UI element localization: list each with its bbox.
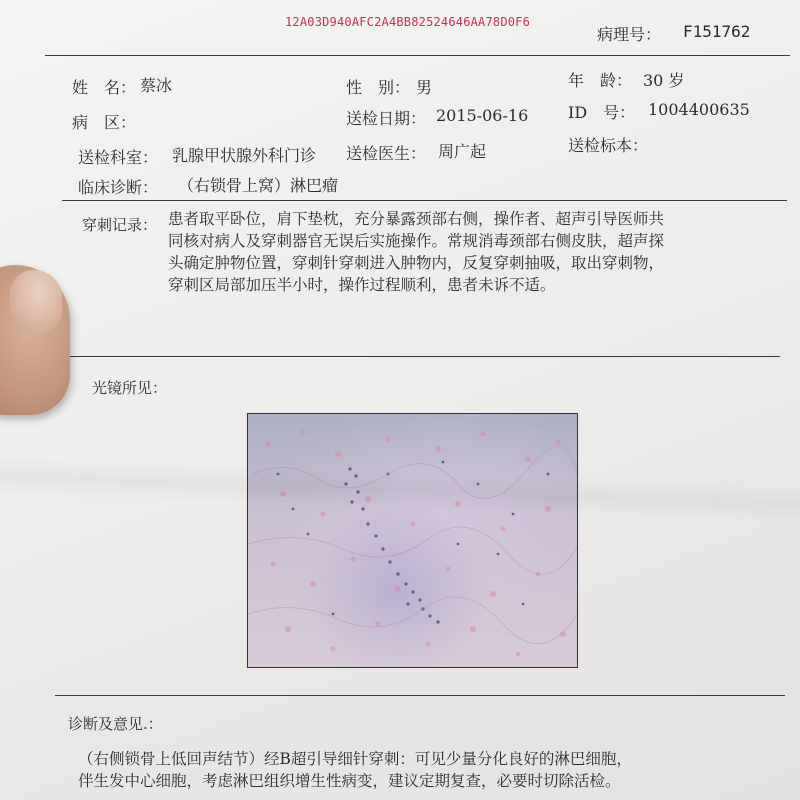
date-value: 2015-06-16 [436, 106, 529, 125]
date-label: 送检日期： [346, 109, 427, 128]
doctor-label: 送检医生： [346, 144, 427, 163]
microscopy-divider [55, 695, 785, 696]
conclusion-label: 诊断及意见.： [68, 715, 163, 733]
patient-divider [62, 200, 787, 201]
thumbnail-photo-element [10, 270, 62, 332]
puncture-text: 患者取平卧位，肩下垫枕，充分暴露颈部右侧，操作者、超声引导医师共 同核对病人及穿刺器官无误后实施操作。常规消毒颈部右侧皮肤，超声探 头确定肿物位置，穿刺针穿刺进入肿物内，反复穿刺抽吸，取出穿刺物， 穿刺区局部加压半小时，操作过程顺利，患者未诉不适。 [168, 210, 665, 294]
micrograph-image [247, 413, 578, 668]
name-value: 蔡冰 [140, 76, 173, 95]
ward-label: 病 区： [72, 113, 137, 132]
specimen-label: 送检标本： [568, 136, 649, 155]
pathology-no-value: F151762 [683, 22, 751, 41]
barcode-text: 12A03D940AFC2A4BB82524646AA78D0F6 [285, 15, 531, 29]
pathology-no-label: 病理号： [597, 25, 662, 44]
age-label: 年 龄： [568, 71, 633, 90]
diagnosis-label: 临床诊断： [78, 178, 159, 197]
conclusion-text: （右侧锁骨上低回声结节）经B超引导细针穿刺：可见少量分化良好的淋巴细胞， 伴生发中心细胞，考虑淋巴组织增生性病变，建议定期复查，必要时切除活检。 [78, 750, 632, 790]
doctor-value: 周广起 [438, 142, 487, 161]
id-label: ID 号： [568, 103, 636, 122]
name-label: 姓 名： [72, 78, 137, 97]
diagnosis-value: （右锁骨上窝）淋巴瘤 [178, 176, 339, 195]
dept-value: 乳腺甲状腺外科门诊 [172, 146, 317, 165]
age-value: 30 岁 [643, 71, 685, 90]
micrograph-texture [248, 414, 578, 668]
id-value: 1004400635 [648, 100, 750, 119]
puncture-divider [62, 356, 780, 357]
gender-label: 性 别： [346, 78, 411, 97]
gender-value: 男 [416, 78, 433, 97]
header-divider [45, 55, 790, 56]
puncture-label: 穿刺记录： [82, 216, 158, 234]
dept-label: 送检科室： [78, 148, 159, 167]
microscopy-label: 光镜所见： [92, 379, 168, 397]
